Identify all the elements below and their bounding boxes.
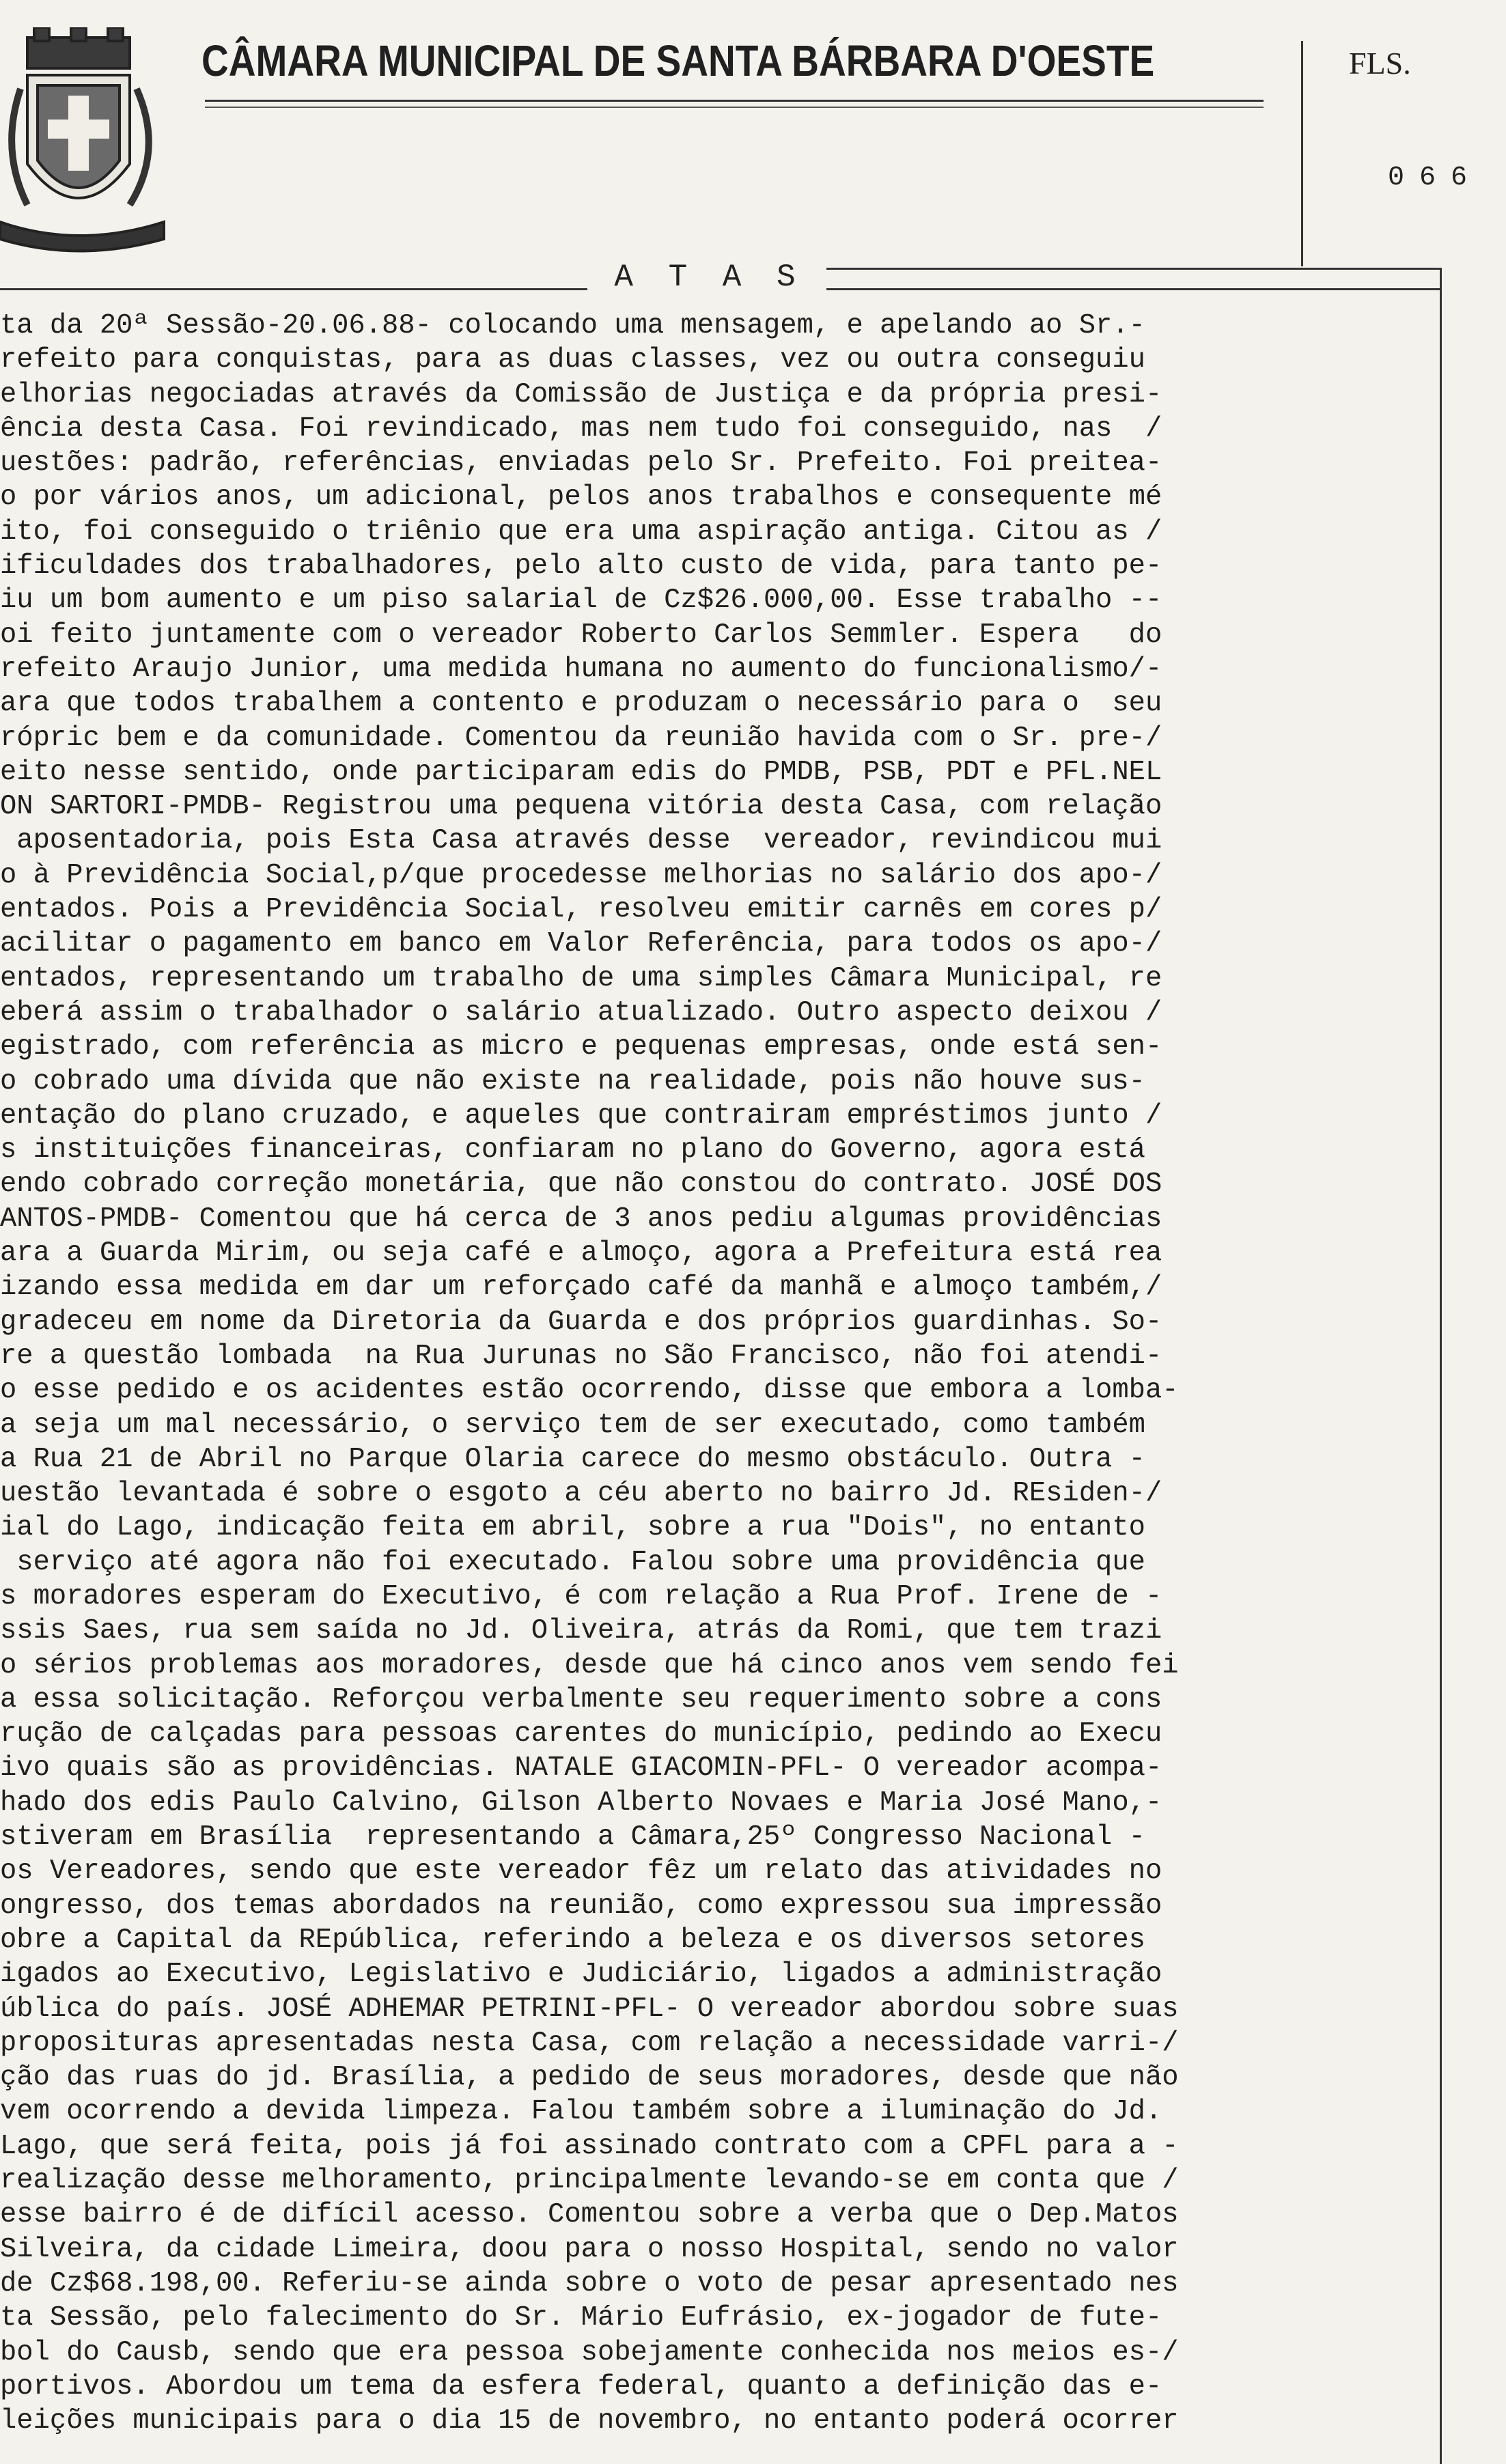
text-line: Lago, que será feita, pois já foi assinado contrato com a CPFL para a - (0, 2130, 1179, 2162)
text-line: portivos. Abordou um tema da esfera federal, quanto a definição das e- (0, 2370, 1162, 2403)
text-line: hado dos edis Paulo Calvino, Gilson Alberto Novaes e Maria José Mano,- (0, 1787, 1162, 1819)
text-line: a essa solicitação. Reforçou verbalmente seu requerimento sobre a cons (0, 1683, 1162, 1716)
text-line: ara a Guarda Mirim, ou seja café e almoço, agora a Prefeitura está rea (0, 1237, 1162, 1270)
atas-rule-right (826, 288, 1441, 290)
text-line: iu um bom aumento e um piso salarial de Cz$26.000,00. Esse trabalho -- (0, 585, 1162, 617)
text-line: elhorias negociadas através da Comissão de Justiça e da própria presi- (0, 378, 1162, 410)
title-underline (205, 100, 1264, 102)
text-line: re a questão lombada na Rua Jurunas no São Francisco, não foi atendi- (0, 1340, 1162, 1372)
text-line: entação do plano cruzado, e aqueles que contrairam empréstimos junto / (0, 1100, 1162, 1132)
text-line: obre a Capital da REpública, referindo a beleza e os diversos setores (0, 1924, 1145, 1956)
text-line: s instituições financeiras, confiaram no plano do Governo, agora está (0, 1134, 1145, 1166)
title-underline-secondary (205, 107, 1264, 108)
text-line: s moradores esperam do Executivo, é com relação a Rua Prof. Irene de - (0, 1580, 1162, 1612)
text-line: ongresso, dos temas abordados na reunião, como expressou sua impressão (0, 1890, 1162, 1922)
text-line: refeito para conquistas, para as duas classes, vez ou outra conseguiu (0, 344, 1145, 376)
text-line: os Vereadores, sendo que este vereador fêz um relato das atividades no (0, 1856, 1162, 1888)
text-line: igados ao Executivo, Legislativo e Judiciário, ligados a administração (0, 1959, 1162, 1991)
folio-number: 066 (1388, 163, 1483, 193)
text-line: izando essa medida em dar um reforçado café da manhã e almoço também,/ (0, 1272, 1162, 1304)
text-line: gradeceu em nome da Diretoria da Guarda e dos próprios guardinhas. So- (0, 1306, 1162, 1338)
text-line: proposituras apresentadas nesta Casa, com relação a necessidade varri-/ (0, 2027, 1179, 2059)
text-line: vem ocorrendo a devida limpeza. Falou também sobre a iluminação do Jd. (0, 2096, 1162, 2128)
text-line: ificuldades dos trabalhadores, pelo alto custo de vida, para tanto pe- (0, 550, 1162, 583)
text-line: eberá assim o trabalhador o salário atualizado. Outro aspecto deixou / (0, 996, 1162, 1028)
text-line: o cobrado uma dívida que não existe na realidade, pois não houve sus- (0, 1065, 1145, 1097)
municipal-coat-of-arms-icon (0, 27, 171, 253)
text-line: acilitar o pagamento em banco em Valor Referência, para todos os apo-/ (0, 928, 1162, 960)
text-line: rópric bem e da comunidade. Comentou da reunião havida com o Sr. pre-/ (0, 722, 1162, 754)
text-line: aposentadoria, pois Esta Casa através desse vereador, revindicou mui (0, 825, 1162, 857)
text-line: ara que todos trabalhem a contento e produzam o necessário para o seu (0, 688, 1162, 720)
text-line: leições municipais para o dia 15 de novembro, no entanto poderá ocorrer (0, 2405, 1179, 2437)
text-line: a Rua 21 de Abril no Parque Olaria carece do mesmo obstáculo. Outra - (0, 1443, 1145, 1475)
text-line: uestões: padrão, referências, enviadas pelo Sr. Prefeito. Foi preitea- (0, 447, 1162, 479)
text-line: ito, foi conseguido o triênio que era uma aspiração antiga. Citou as / (0, 516, 1162, 548)
text-line: entados, representando um trabalho de uma simples Câmara Municipal, re (0, 962, 1162, 994)
text-line: ência desta Casa. Foi revindicado, mas nem tudo foi conseguido, nas / (0, 412, 1162, 445)
text-line: eito nesse sentido, onde participaram edis do PMDB, PSB, PDT e PFL.NEL (0, 756, 1162, 788)
text-line: o à Previdência Social,p/que procedesse melhorias no salário dos apo-/ (0, 859, 1162, 891)
text-line: realização desse melhoramento, principalmente levando-se em conta que / (0, 2165, 1179, 2197)
text-line: stiveram em Brasília representando a Câmara,25º Congresso Nacional - (0, 1821, 1145, 1853)
text-line: esse bairro é de difícil acesso. Comentou sobre a verba que o Dep.Matos (0, 2199, 1179, 2231)
text-line: o sérios problemas aos moradores, desde que há cinco anos vem sendo fei (0, 1649, 1179, 1681)
text-line: uestão levantada é sobre o esgoto a céu aberto no bairro Jd. REsiden-/ (0, 1478, 1162, 1510)
text-line: Silveira, da cidade Limeira, doou para o nosso Hospital, sendo no valor (0, 2233, 1179, 2265)
minutes-body (0, 309, 1462, 2438)
text-line: ON SARTORI-PMDB- Registrou uma pequena vitória desta Casa, com relação (0, 791, 1162, 823)
text-line: ção das ruas do jd. Brasília, a pedido de seus moradores, desde que não (0, 2062, 1179, 2094)
header-vertical-rule (1301, 41, 1303, 266)
text-line: ANTOS-PMDB- Comentou que há cerca de 3 anos pediu algumas providências (0, 1203, 1162, 1235)
text-line: ivo quais são as providências. NATALE GIACOMIN-PFL- O vereador acompa- (0, 1752, 1162, 1784)
text-line: bol do Causb, sendo que era pessoa sobejamente conhecida nos meios es-/ (0, 2336, 1179, 2368)
text-line: egistrado, com referência as micro e pequenas empresas, onde está sen- (0, 1031, 1162, 1063)
text-line: ta da 20ª Sessão-20.06.88- colocando uma mensagem, e apelando ao Sr.- (0, 310, 1145, 341)
fls-label: FLS. (1349, 46, 1411, 81)
text-line: ial do Lago, indicação feita em abril, sobre a rua "Dois", no entanto (0, 1512, 1145, 1544)
text-line: ssis Saes, rua sem saída no Jd. Oliveira, atrás da Romi, que tem trazi (0, 1615, 1162, 1647)
text-line: refeito Araujo Junior, uma medida humana no aumento do funcionalismo/- (0, 653, 1162, 685)
text-line: ta Sessão, pelo falecimento do Sr. Mário Eufrásio, ex-jogador de fute- (0, 2302, 1162, 2334)
text-line: endo cobrado correção monetária, que não constou do contrato. JOSÉ DOS (0, 1168, 1162, 1201)
text-line: rução de calçadas para pessoas carentes do município, pedindo ao Execu (0, 1718, 1162, 1750)
text-line: ública do país. JOSÉ ADHEMAR PETRINI-PFL- O vereador abordou sobre suas (0, 1993, 1179, 2025)
text-line: de Cz$68.198,00. Referiu-se ainda sobre o voto de pesar apresentado nes (0, 2267, 1179, 2299)
text-line: a seja um mal necessário, o serviço tem de ser executado, como também (0, 1409, 1145, 1441)
frame-top-rule (826, 268, 1441, 270)
text-line: entados. Pois a Previdência Social, resolveu emitir carnês em cores p/ (0, 894, 1162, 926)
atas-rule-left (0, 288, 587, 290)
text-line: oi feito juntamente com o vereador Roberto Carlos Semmler. Espera do (0, 619, 1162, 651)
text-line: o esse pedido e os acidentes estão ocorrendo, disse que embora a lomba- (0, 1375, 1179, 1407)
organization-title: CÂMARA MUNICIPAL DE SANTA BÁRBARA D'OESTE (201, 36, 1155, 85)
text-line: o por vários anos, um adicional, pelos anos trabalhos e consequente mé (0, 481, 1162, 514)
section-title: A T A S (614, 260, 804, 295)
text-line: serviço até agora não foi executado. Falou sobre uma providência que (0, 1546, 1145, 1578)
